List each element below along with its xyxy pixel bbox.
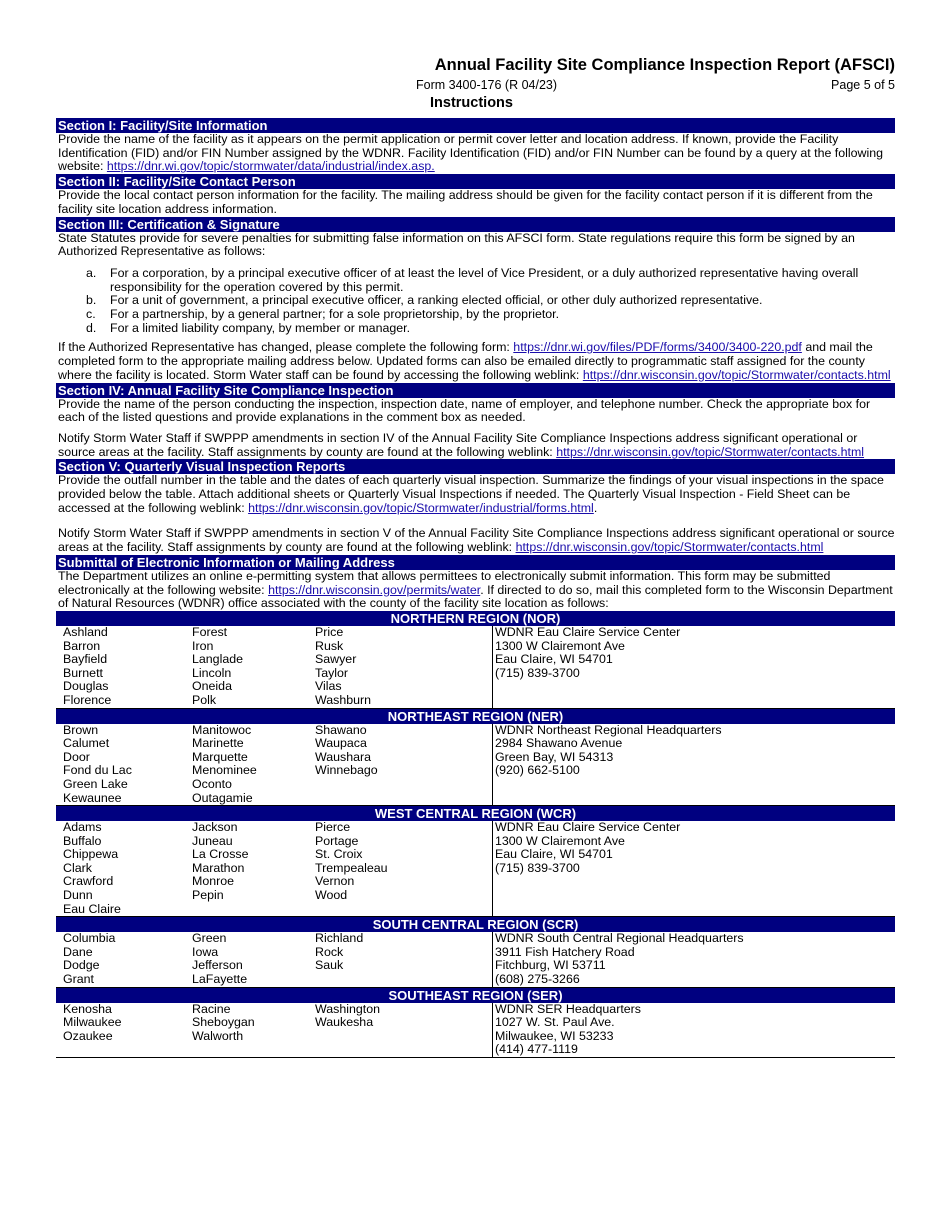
county-name: Richland	[315, 931, 364, 946]
address-line: WDNR Northeast Regional Headquarters	[495, 722, 722, 737]
county-name: Dane	[63, 944, 93, 959]
county-name: Marquette	[192, 749, 248, 764]
county-name: Milwaukee	[63, 1015, 122, 1030]
county-name: Vilas	[315, 679, 342, 694]
address-line: Green Bay, WI 54313	[495, 749, 614, 764]
county-name: Dunn	[63, 888, 93, 903]
address-line: (920) 662-5100	[495, 763, 580, 778]
form-number: Form 3400-176 (R 04/23)	[416, 78, 558, 92]
county-name: Dodge	[63, 958, 100, 973]
county-name: Polk	[192, 692, 217, 707]
county-name: Burnett	[63, 665, 103, 680]
epermits-water-link[interactable]: https://dnr.wisconsin.gov/permits/water	[268, 582, 481, 597]
county-column	[315, 626, 492, 708]
county-name: Menominee	[192, 763, 257, 778]
section-5-text	[58, 474, 895, 515]
county-name: Waushara	[315, 749, 372, 764]
region-header: NORTHERN REGION (NOR)	[56, 611, 895, 626]
region-header: NORTHEAST REGION (NER)	[56, 709, 895, 724]
address-line: (715) 839-3700	[495, 665, 580, 680]
county-column	[56, 932, 192, 986]
county-name: Racine	[192, 1001, 231, 1016]
address-line: Milwaukee, WI 53233	[495, 1028, 614, 1043]
address-line: 1300 W Clairemont Ave	[495, 833, 625, 848]
county-name: Shawano	[315, 722, 367, 737]
county-name: Fond du Lac	[63, 763, 132, 778]
county-name: Jefferson	[192, 958, 243, 973]
section-2-text: Provide the local contact person information for the facility. The mailing address should be given for the facility contact person if it is different from the facility site location address information.	[58, 188, 873, 216]
county-name: Sauk	[315, 958, 344, 973]
office-address	[492, 724, 895, 806]
change-text-part-1: If the Authorized Representative has changed, please complete the following form:	[58, 340, 514, 355]
section-5-notify-text: Notify Storm Water Staff if SWPPP amendments in section V of the Annual Facility Site Compliance Inspections address significant operational or source areas at the facility. Staff assignments by county are found at the following weblink:	[58, 526, 895, 555]
list-text: For a partnership, by a general partner; for a sole proprietorship, by the proprietor.	[110, 307, 560, 322]
county-name: Waupaca	[315, 736, 367, 751]
county-name: La Crosse	[192, 847, 249, 862]
list-text: For a corporation, by a principal executive officer of at least the level of Vice President, or a duly authorized representative having overall responsibility for the operation covered by this permit.	[110, 265, 859, 294]
county-name: Trempealeau	[315, 860, 388, 875]
section-1-header: Section I: Facility/Site Information	[56, 118, 895, 133]
region-row	[56, 932, 895, 987]
county-name: Ashland	[63, 624, 108, 639]
county-name: Rock	[315, 944, 344, 959]
section-5-body: Provide the outfall number in the table and the dates of each quarterly visual inspection. Summarize the findings of your visual inspections in the space provided below the table. Attach additional sheets or Quarterly Visual Inspections if needed. The Quarterly Visual Inspection - Field Sheet can be accessed at the following weblink:	[58, 473, 884, 515]
county-name: Juneau	[192, 833, 233, 848]
region-row	[56, 626, 895, 709]
change-text-part-2: and mail the completed form to the appropriate mailing address below. Updated forms can also be emailed directly to programmatic staff assigned for the county where the facility is located. Storm Water staff can be found by accessing the following weblink:	[58, 340, 873, 382]
county-name: Crawford	[63, 874, 114, 889]
region-header: WEST CENTRAL REGION (WCR)	[56, 806, 895, 821]
county-name: Marinette	[192, 736, 244, 751]
office-address	[492, 932, 895, 986]
county-name: Vernon	[315, 874, 355, 889]
county-name: Bayfield	[63, 652, 108, 667]
submittal-header: Submittal of Electronic Information or Mailing Address	[56, 555, 895, 570]
region-header: SOUTHEAST REGION (SER)	[56, 988, 895, 1003]
county-column	[315, 724, 492, 806]
stormwater-contacts-link[interactable]: https://dnr.wisconsin.gov/topic/Stormwater/contacts.html	[515, 540, 824, 555]
county-column	[192, 932, 315, 986]
county-column	[56, 724, 192, 806]
section-5-notify	[58, 527, 895, 554]
fid-query-link[interactable]: https://dnr.wi.gov/topic/stormwater/data/industrial/index.asp.	[106, 159, 435, 174]
county-name: Outagamie	[192, 790, 253, 805]
address-line: 1027 W. St. Paul Ave.	[495, 1015, 615, 1030]
form-3400-220-link[interactable]: https://dnr.wi.gov/files/PDF/forms/3400/3400-220.pdf	[513, 340, 802, 355]
county-name: Jackson	[192, 820, 238, 835]
county-name: Green	[192, 931, 227, 946]
region-row	[56, 724, 895, 807]
county-name: Oneida	[192, 679, 232, 694]
stormwater-contacts-link[interactable]: https://dnr.wisconsin.gov/topic/Stormwater/contacts.html	[556, 444, 865, 459]
section-2-header: Section II: Facility/Site Contact Person	[56, 174, 895, 189]
county-name: Rusk	[315, 638, 344, 653]
address-line: Fitchburg, WI 53711	[495, 958, 606, 973]
address-line: WDNR South Central Regional Headquarters	[495, 931, 744, 946]
county-name: Lincoln	[192, 665, 232, 680]
list-text: For a limited liability company, by member or manager.	[110, 320, 411, 335]
county-name: Forest	[192, 624, 228, 639]
list-marker: a.	[86, 265, 97, 280]
list-marker: b.	[86, 293, 97, 308]
county-name: Sawyer	[315, 652, 357, 667]
stormwater-contacts-link[interactable]: https://dnr.wisconsin.gov/topic/Stormwater/contacts.html	[582, 367, 891, 382]
county-name: Florence	[63, 692, 112, 707]
address-line: (608) 275-3266	[495, 972, 580, 987]
submittal-text	[58, 570, 895, 611]
county-column	[315, 932, 492, 986]
county-name: Door	[63, 749, 90, 764]
county-column	[56, 626, 192, 708]
county-name: Grant	[63, 972, 94, 987]
county-name: Langlade	[192, 652, 243, 667]
county-name: Pierce	[315, 820, 351, 835]
authorized-representative-list	[56, 267, 895, 336]
address-line: WDNR SER Headquarters	[495, 1001, 641, 1016]
county-name: Waukesha	[315, 1015, 374, 1030]
region-row	[56, 1003, 895, 1058]
section-4-text: Provide the name of the person conducting the inspection, inspection date, name of employer, and telephone number. Check the appropriate box for each of the listed questions and provide explanations in the comment box as needed.	[58, 396, 871, 425]
section-1-body: Provide the name of the facility as it appears on the permit application or permit cover letter and location address. If known, provide the Facility Identification (FID) and/or FIN Number assigned by the WDNR. Facility Identification (FID) and/or FIN Number can be found by a query at the following website:	[58, 132, 884, 174]
county-column	[192, 1003, 315, 1057]
county-column	[56, 1003, 192, 1057]
section-3-header: Section III: Certification & Signature	[56, 217, 895, 232]
quarterly-inspection-forms-link[interactable]: https://dnr.wisconsin.gov/topic/Stormwater/industrial/forms.html	[248, 500, 594, 515]
address-line: (715) 839-3700	[495, 860, 580, 875]
form-title: Annual Facility Site Compliance Inspection Report (AFSCI)	[434, 56, 895, 74]
county-name: Buffalo	[63, 833, 102, 848]
address-line: 2984 Shawano Avenue	[495, 736, 623, 751]
office-address	[492, 1003, 895, 1057]
county-column	[56, 821, 192, 916]
region-row	[56, 821, 895, 917]
section-5-period: .	[593, 500, 598, 515]
county-name: Sheboygan	[192, 1015, 255, 1030]
county-column	[315, 1003, 492, 1057]
section-4-header: Section IV: Annual Facility Site Compliance Inspection	[56, 383, 895, 398]
county-name: Brown	[63, 722, 99, 737]
regions-table	[56, 611, 895, 1058]
address-line: Eau Claire, WI 54701	[495, 847, 613, 862]
county-name: Washington	[315, 1001, 380, 1016]
county-name: LaFayette	[192, 972, 248, 987]
county-name: Wood	[315, 888, 348, 903]
county-name: Monroe	[192, 874, 235, 889]
submittal-text-part-1: The Department utilizes an online e-permitting system that allows permittees to electronically submit information. This form may be submitted electronically at the following website:	[58, 568, 831, 597]
county-name: Eau Claire	[63, 901, 121, 916]
county-column	[192, 724, 315, 806]
section-1-text	[58, 133, 895, 174]
office-address	[492, 626, 895, 708]
list-item	[86, 294, 895, 308]
address-line: 3911 Fish Hatchery Road	[495, 944, 635, 959]
county-name: Kenosha	[63, 1001, 112, 1016]
county-column	[192, 821, 315, 916]
address-line: WDNR Eau Claire Service Center	[495, 820, 681, 835]
list-marker: d.	[86, 320, 97, 335]
county-name: Kewaunee	[63, 790, 122, 805]
instructions-heading: Instructions	[430, 95, 513, 111]
section-5-header: Section V: Quarterly Visual Inspection Reports	[56, 459, 895, 474]
county-column	[192, 626, 315, 708]
county-name: Calumet	[63, 736, 110, 751]
county-name: Chippewa	[63, 847, 119, 862]
county-column	[315, 821, 492, 916]
address-line: 1300 W Clairemont Ave	[495, 638, 625, 653]
address-line: WDNR Eau Claire Service Center	[495, 624, 681, 639]
county-name: Iowa	[192, 944, 219, 959]
county-name: Green Lake	[63, 776, 128, 791]
county-name: Price	[315, 624, 344, 639]
address-line: (414) 477-1119	[495, 1042, 578, 1057]
list-marker: c.	[86, 307, 96, 322]
county-name: Manitowoc	[192, 722, 252, 737]
section-4-notify-text: Notify Storm Water Staff if SWPPP amendments in section IV of the Annual Facility Site Compliance Inspections address significant operational or source areas at the facility. Staff assignments by county are found at the following weblink:	[58, 430, 858, 459]
list-item	[86, 308, 895, 322]
county-name: Oconto	[192, 776, 232, 791]
county-name: Ozaukee	[63, 1028, 113, 1043]
list-item	[86, 322, 895, 336]
list-text: For a unit of government, a principal executive officer, a ranking elected official, or other duly authorized representative.	[110, 293, 763, 308]
county-name: St. Croix	[315, 847, 363, 862]
list-item	[86, 267, 895, 294]
address-line: Eau Claire, WI 54701	[495, 652, 613, 667]
county-name: Barron	[63, 638, 101, 653]
county-name: Walworth	[192, 1028, 244, 1043]
county-name: Portage	[315, 833, 359, 848]
office-address	[492, 821, 895, 916]
county-name: Pepin	[192, 888, 224, 903]
submittal-text-part-2: . If directed to do so, mail this completed form to the Wisconsin Department of Natural Resources (WDNR) office associated with the county of the facility site location as follows:	[58, 582, 893, 611]
county-name: Clark	[63, 860, 92, 875]
county-name: Washburn	[315, 692, 372, 707]
section-3-text: State Statutes provide for severe penalties for submitting false information on this AFSCI form. State regulations require this form be signed by an Authorized Representative as follows:	[58, 230, 855, 259]
county-name: Taylor	[315, 665, 349, 680]
county-name: Douglas	[63, 679, 109, 694]
content	[56, 118, 895, 1058]
county-name: Columbia	[63, 931, 116, 946]
section-4-notify	[58, 432, 895, 459]
region-header: SOUTH CENTRAL REGION (SCR)	[56, 917, 895, 932]
county-name: Iron	[192, 638, 214, 653]
county-name: Winnebago	[315, 763, 378, 778]
page-number: Page 5 of 5	[831, 78, 895, 92]
county-name: Adams	[63, 820, 102, 835]
county-name: Marathon	[192, 860, 245, 875]
authorized-rep-change-text	[58, 341, 895, 382]
